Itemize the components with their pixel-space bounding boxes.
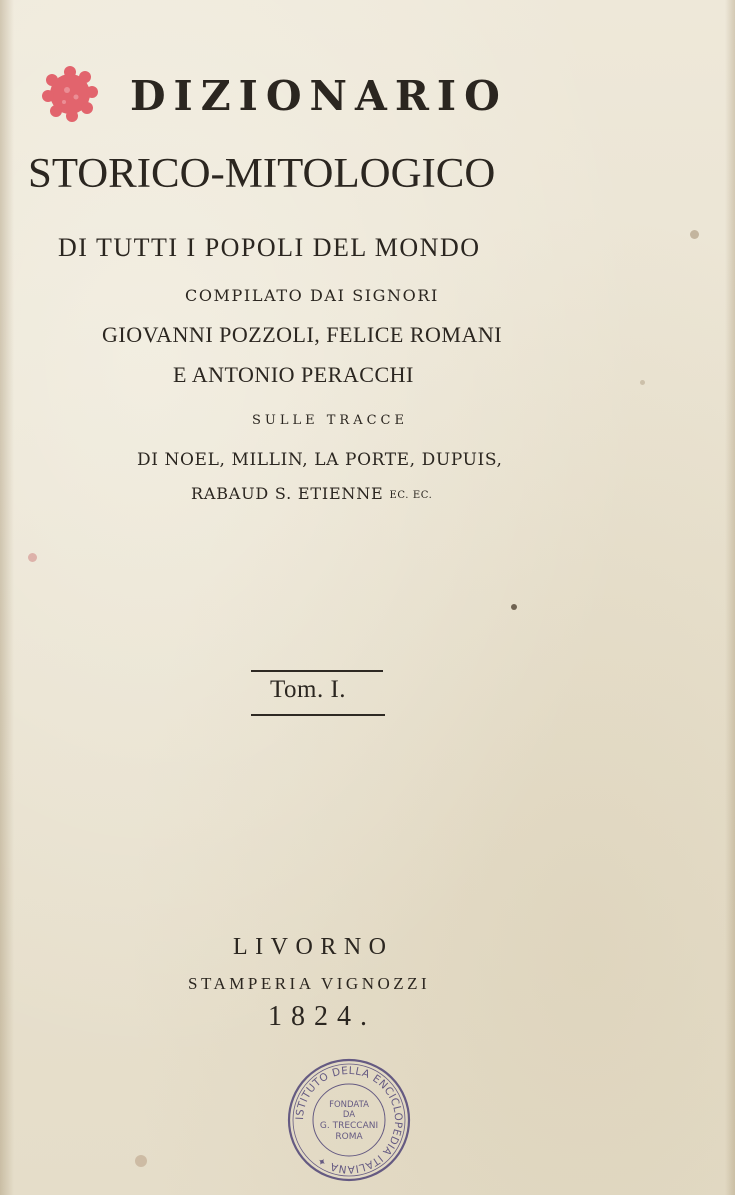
foxing-spot — [135, 1155, 147, 1167]
svg-text:ROMA: ROMA — [335, 1132, 363, 1142]
foxing-spot — [511, 604, 517, 610]
sources-line-1: DI NOEL, MILLIN, LA PORTE, DUPUIS, — [137, 450, 503, 470]
sources-etc: EC. EC. — [389, 490, 433, 501]
title-line-1: DIZIONARIO — [130, 72, 508, 120]
foxing-spot — [28, 553, 37, 562]
authors-line-1: GIOVANNI POZZOLI, FELICE ROMANI — [102, 322, 503, 347]
foxing-spot — [640, 380, 645, 385]
imprint-place: LIVORNO — [233, 934, 394, 960]
following-label: SULLE TRACCE — [252, 413, 408, 428]
sources-line-2-text: RABAUD S. ETIENNE — [191, 484, 384, 503]
library-seal — [286, 1057, 412, 1183]
red-ink-stamp — [40, 64, 100, 124]
sources-line-2 — [191, 484, 432, 503]
imprint-year: 1824. — [268, 1001, 376, 1032]
volume-rule-bottom — [251, 714, 385, 716]
authors-line-2: E ANTONIO PERACCHI — [173, 362, 414, 387]
svg-text:ISTITUTO DELLA ENCICLOPEDIA IT: ISTITUTO DELLA ENCICLOPEDIA ITALIANA ✦ — [293, 1064, 405, 1176]
title-line-2: STORICO-MITOLOGICO — [28, 151, 496, 197]
svg-text:G. TRECCANI: G. TRECCANI — [319, 1121, 379, 1131]
foxing-spot — [690, 230, 699, 239]
volume-rule-top — [251, 670, 383, 672]
svg-text:DA: DA — [342, 1110, 356, 1120]
volume-number: Tom. I. — [270, 676, 347, 703]
subtitle: DI TUTTI I POPOLI DEL MONDO — [58, 233, 481, 262]
compiled-by: COMPILATO DAI SIGNORI — [185, 286, 439, 305]
svg-text:FONDATA: FONDATA — [329, 1100, 369, 1110]
imprint-printer: STAMPERIA VIGNOZZI — [188, 974, 431, 993]
